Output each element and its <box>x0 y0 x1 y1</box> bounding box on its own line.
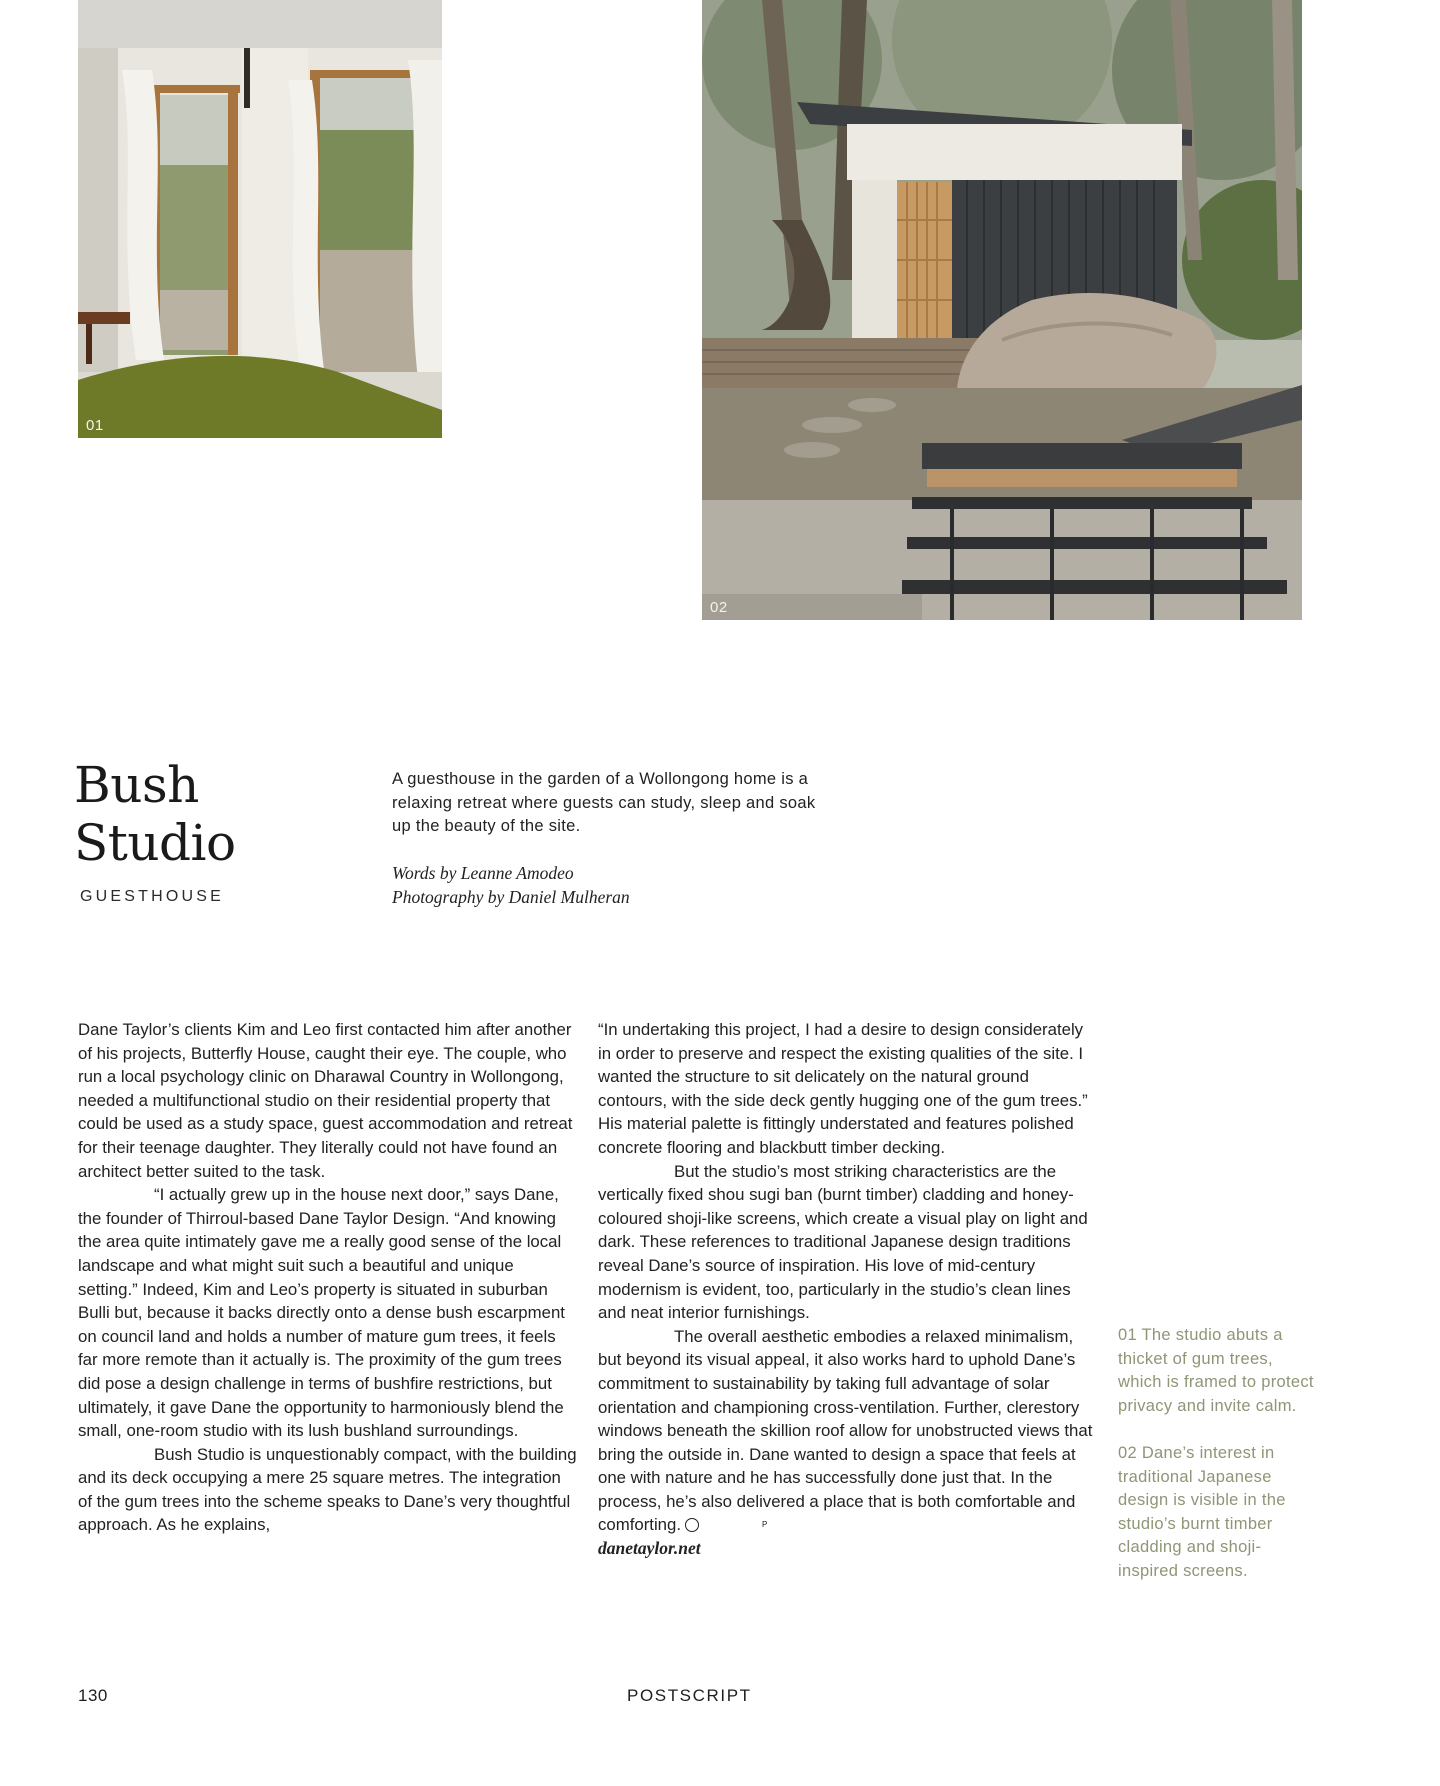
title-line-1: Bush <box>74 756 199 814</box>
body-paragraph: Dane Taylor’s clients Kim and Leo first contacted him after another of his projects, Butterfly House, caught their eye. The couple, who run a local psychology clinic on Dharawal Country in Wollongong, needed a multifunctional studio on their residential property that could be used as a study space, guest accommodation and retreat for their teenage daughter. They literally could not have found an architect better suited to the task. <box>78 1020 573 1181</box>
article-title <box>74 756 236 872</box>
website-link[interactable]: danetaylor.net <box>598 1538 701 1559</box>
caption-2: 02 Dane’s interest in traditional Japanese design is visible in the studio’s burnt timber cladding and shoji-inspired screens. <box>1118 1443 1286 1580</box>
body-paragraph: “In undertaking this project, I had a desire to design considerately in order to preserve and respect the existing qualities of the site. I wanted the structure to sit delicately on the natural ground contours, with the side deck gently hugging one of the gum trees.” His material palette is fittingly understated and features polished concrete flooring and blackbutt timber decking. <box>598 1020 1088 1157</box>
caption-1: 01 The studio abuts a thicket of gum trees, which is framed to protect privacy and invite calm. <box>1118 1326 1314 1415</box>
credits <box>392 862 630 909</box>
photo-number-2: 02 <box>710 599 728 616</box>
credit-photography: Photography by Daniel Mulheran <box>392 886 630 907</box>
page-number: 130 <box>78 1686 108 1705</box>
photo-captions <box>1118 1324 1318 1607</box>
end-mark-icon: P <box>685 1518 699 1532</box>
title-line-2: Studio <box>74 814 236 872</box>
body-paragraph: But the studio’s most striking characteristics are the vertically fixed shou sugi ban (burnt timber) cladding and honey-coloured shoji-like screens, which create a visual play on light and dark. These references to traditional Japanese design traditions reveal Dane’s source of inspiration. His love of mid-century modernism is evident, too, particularly in the studio’s clean lines and neat interior furnishings. <box>598 1161 1088 1323</box>
final-paragraph-text: The overall aesthetic embodies a relaxed minimalism, but beyond its visual appeal, it also works hard to uphold Dane’s commitment to sustainability by taking full advantage of solar orientation and championing cross-ventilation. Further, clerestory windows beneath the skillion roof allow for unobstructed views that bring the outside in. Dane wanted to design a space that feels at one with nature and he has successfully done just that. In the process, he’s also delivered a place that is both comfortable and comforting. <box>598 1326 1093 1535</box>
magazine-masthead: POSTSCRIPT <box>627 1686 752 1705</box>
standfirst: A guesthouse in the garden of a Wollongong home is a relaxing retreat where guests can study, sleep and soak up the beauty of the site. <box>392 770 816 835</box>
photo-bedroom-view <box>78 0 442 438</box>
photo-bedroom-image <box>78 0 442 438</box>
body-paragraph: “I actually grew up in the house next door,” says Dane, the founder of Thirroul-based Dane Taylor Design. “And knowing the area quite intimately gave me a really good sense of the local landscape and what might suit such a beautiful and unique setting.” Indeed, Kim and Leo’s property is situated in suburban Bulli but, because it backs directly onto a dense bush escarpment on council land and holds a number of mature gum trees, it feels far more remote than it actually is. The proximity of the gum trees did pose a design challenge in terms of bushfire restrictions, but ultimately, it gave Dane the opportunity to harmoniously blend the small, one-room studio with its lush bushland surroundings. <box>78 1185 565 1441</box>
category-label: GUESTHOUSE <box>80 888 225 905</box>
body-paragraph: Bush Studio is unquestionably compact, with the building and its deck occupying a mere 25 square metres. The integration of the gum trees into the scheme speaks to Dane’s very thoughtful approach. As he explains, <box>78 1444 577 1535</box>
body-column-1 <box>78 1018 578 1537</box>
photo-studio-image <box>702 0 1302 620</box>
photo-studio-exterior <box>702 0 1302 620</box>
credit-words: Words by Leanne Amodeo <box>392 863 574 883</box>
body-paragraph <box>598 1325 1098 1537</box>
body-column-2 <box>598 1018 1098 1561</box>
photo-number-1: 01 <box>86 417 104 434</box>
